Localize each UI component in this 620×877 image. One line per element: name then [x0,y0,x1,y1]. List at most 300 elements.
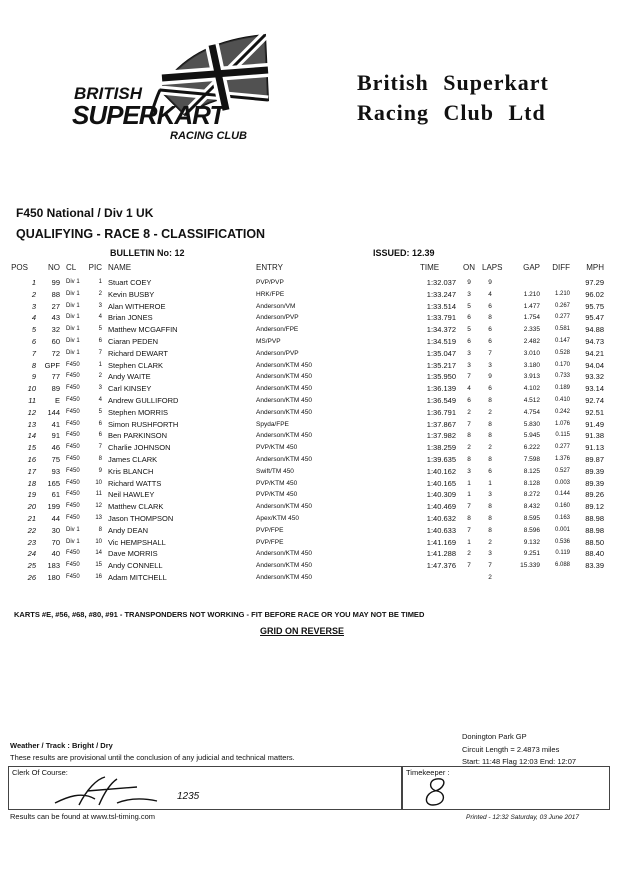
cell-mph: 91.13 [585,443,604,453]
cell-diff: 0.001 [554,526,570,533]
cell-laps: 9 [488,279,492,286]
cell-mph: 88.98 [585,525,604,535]
cell-no: 27 [51,301,60,311]
table-row [0,466,620,477]
table-row [0,525,620,536]
cell-time: 1:40.469 [426,502,456,512]
cell-laps: 4 [488,290,492,298]
cell-gap: 8.432 [523,503,540,511]
cell-laps: 8 [488,515,492,522]
cell-gap: 2.335 [523,326,540,334]
col-gap: GAP [523,263,540,272]
cell-cl: F450 [66,562,80,569]
cell-laps: 9 [488,373,492,381]
cell-name: Stuart COEY [108,278,152,287]
cell-cl: Div 1 [66,538,80,545]
col-pos: POS [11,263,28,272]
cell-no: 77 [51,372,60,382]
timekeeper-signature-box [402,766,610,810]
cell-pic: 1 [98,279,102,285]
issued-time: ISSUED: 12.39 [373,248,435,258]
cell-laps: 7 [488,349,492,357]
cell-pic: 4 [98,397,102,403]
cell-pic: 11 [95,491,102,498]
table-row [0,430,620,441]
cell-pos: 16 [27,455,36,464]
cell-no: 61 [51,490,60,500]
cell-mph: 93.14 [585,384,604,394]
cell-on: 3 [467,361,471,369]
cell-name: Matthew CLARK [108,502,164,512]
session-times: Start: 11:48 Flag 12:03 End: 12:07 [462,757,577,766]
cell-name: Alan WITHEROE [108,301,166,311]
cell-mph: 88.98 [585,514,604,523]
cell-gap: 4.512 [523,397,540,404]
cell-time: 1:35.950 [426,372,456,382]
col-on: ON [463,263,475,272]
cell-pos: 5 [31,325,36,335]
logo-line-british: BRITISH [74,84,142,103]
cell-pos: 26 [27,573,36,582]
col-cl: CL [66,263,77,272]
cell-diff: 0.163 [554,515,570,521]
cell-diff: 0.277 [554,314,570,321]
cell-time: 1:32.037 [426,278,456,287]
cell-name: Matthew MCGAFFIN [108,325,178,335]
cell-pos: 20 [27,502,36,512]
cell-pic: 1 [98,361,102,368]
cell-diff: 0.528 [554,349,570,356]
cell-diff: 0.277 [554,444,570,451]
cell-pos: 21 [27,514,36,523]
cell-gap: 5.830 [523,420,540,428]
cell-diff: 0.160 [554,503,570,510]
cell-no: 72 [51,348,60,358]
cell-mph: 88.40 [585,549,604,559]
table-row [0,478,620,489]
cell-laps: 2 [488,538,492,546]
cell-name: Andy WAITE [108,372,151,382]
table-row [0,419,620,430]
cell-no: 40 [51,549,60,559]
cell-on: 8 [467,515,471,522]
cell-gap: 4.754 [523,408,540,416]
cell-entry: Anderson/KTM 450 [256,562,313,570]
cell-laps: 6 [488,338,492,345]
cell-gap: 8.596 [523,526,540,534]
circuit-length: Circuit Length = 2.4873 miles [462,745,560,754]
table-row [0,336,620,347]
cell-diff: 0.733 [554,373,570,380]
cell-no: 44 [51,514,60,523]
clerk-signature [47,769,167,809]
col-time: TIME [420,263,440,272]
cell-entry: Anderson/KTM 450 [256,503,313,511]
cell-diff: 0.170 [554,361,570,368]
cell-on: 2 [467,444,471,452]
timekeeper-signature [421,775,451,807]
cell-mph: 94.73 [585,337,604,346]
cell-entry: PVP/FPE [256,538,284,546]
cell-cl: F450 [66,491,80,498]
cell-time: 1:39.635 [426,455,456,464]
cell-on: 1 [467,538,471,546]
cell-on: 7 [467,373,471,381]
cell-entry: Anderson/KTM 450 [256,361,313,369]
cell-pic: 6 [98,338,102,344]
cell-cl: F450 [66,456,80,462]
cell-name: Carl KINSEY [108,384,152,394]
cell-name: Andy DEAN [108,525,149,535]
cell-diff: 1.210 [554,290,570,297]
cell-no: 41 [51,419,60,429]
cell-mph: 92.74 [585,396,604,405]
cell-cl: Div 1 [66,326,80,333]
cell-cl: Div 1 [66,290,80,297]
club-logo [70,30,270,150]
cell-laps: 8 [488,420,492,428]
cell-pic: 14 [95,550,102,557]
cell-pos: 13 [27,419,36,429]
cell-laps: 8 [488,503,492,511]
cell-entry: Anderson/KTM 450 [256,408,313,416]
cell-gap: 4.102 [523,385,540,393]
cell-pos: 1 [31,278,36,287]
cell-on: 5 [467,302,471,310]
cell-gap: 9.251 [523,550,540,558]
cell-cl: F450 [66,373,80,380]
cell-pic: 7 [98,444,102,451]
cell-pic: 4 [98,314,102,321]
cell-diff: 6.088 [554,562,570,569]
cell-name: James CLARK [108,455,158,464]
cell-cl: F450 [66,479,80,486]
cell-laps: 8 [488,432,492,440]
cell-mph: 91.49 [585,419,604,429]
table-row [0,395,620,406]
cell-mph: 94.21 [585,348,604,358]
cell-no: 30 [51,525,60,535]
cell-cl: F450 [66,467,80,474]
cell-pic: 6 [98,432,102,439]
cell-time: 1:36.139 [426,384,456,394]
cell-on: 5 [467,326,471,334]
cell-no: E [54,396,60,405]
cell-on: 3 [467,290,471,298]
cell-mph: 94.88 [585,325,604,335]
cell-pos: 17 [27,466,36,476]
club-title-line1: British Superkart [357,70,549,95]
cell-entry: PVP/KTM 450 [256,491,298,499]
cell-gap: 7.598 [523,456,540,463]
cell-on: 2 [467,408,471,416]
cell-mph: 97.29 [585,278,604,287]
cell-diff: 0.410 [554,397,570,403]
cell-laps: 8 [488,526,492,534]
cell-no: 144 [47,407,60,417]
table-row [0,501,620,512]
cell-no: 88 [51,289,60,299]
cell-mph: 92.51 [585,407,604,417]
cell-cl: Div 1 [66,314,80,321]
cell-time: 1:41.169 [426,537,456,547]
cell-cl: Div 1 [66,526,80,533]
table-row [0,289,620,300]
cell-name: Stephen MORRIS [108,407,169,417]
cell-entry: Anderson/KTM 450 [256,550,313,558]
transponder-note: KARTS #E, #56, #68, #80, #91 - TRANSPONDERS NOT WORKING - FIT BEFORE RACE OR YOU MAY NOT BE TIMED [14,610,425,619]
cell-diff: 0.003 [554,479,570,486]
cell-entry: Anderson/KTM 450 [256,397,313,404]
col-diff: DIFF [552,263,570,272]
cell-diff: 0.527 [554,467,570,474]
cell-on: 8 [467,432,471,440]
table-row [0,560,620,571]
cell-entry: PVP/FPE [256,526,284,534]
cell-name: Stephen CLARK [108,360,164,370]
cell-on: 8 [467,456,471,463]
cell-diff: 0.115 [555,432,570,439]
cell-laps: 6 [488,385,492,393]
cell-laps: 8 [488,397,492,404]
cell-entry: Anderson/KTM 450 [256,373,313,381]
table-header [0,262,620,273]
cell-cl: F450 [66,515,80,521]
cell-laps: 6 [488,326,492,334]
cell-time: 1:33.514 [426,301,456,311]
cell-time: 1:34.519 [426,337,456,346]
cell-diff: 0.267 [554,302,570,309]
col-pic: PIC [88,263,102,272]
cell-diff: 0.536 [554,538,570,545]
cell-cl: F450 [66,408,80,415]
cell-laps: 3 [488,361,492,369]
cell-cl: F450 [66,444,80,451]
cell-cl: F450 [66,574,80,580]
cell-time: 1:33.791 [426,313,456,323]
cell-laps: 6 [488,302,492,310]
cell-mph: 89.39 [585,478,604,488]
cell-on: 9 [467,279,471,286]
cell-no: 70 [51,537,60,547]
cell-gap: 6.222 [523,444,540,452]
cell-diff: 0.119 [555,550,570,557]
cell-gap: 8.128 [523,479,540,487]
cell-name: Brian JONES [108,313,153,323]
cell-pic: 15 [95,562,102,569]
cell-no: 32 [51,325,60,335]
cell-pos: 10 [27,384,36,394]
cell-gap: 1.210 [523,290,540,298]
cell-pos: 7 [31,348,36,358]
cell-on: 2 [467,550,471,558]
cell-on: 7 [467,526,471,534]
cell-pic: 12 [95,503,102,510]
cell-diff: 0.144 [554,491,570,498]
cell-cl: F450 [66,361,80,368]
cell-cl: F450 [66,503,80,510]
cell-laps: 1 [488,479,492,487]
table-row [0,277,620,288]
cell-time: 1:40.633 [426,525,456,535]
grid-note: GRID ON REVERSE [260,626,345,636]
cell-on: 7 [467,420,471,428]
clerk-label: Clerk Of Course: [12,768,68,777]
cell-on: 7 [467,562,471,570]
col-name: NAME [108,263,132,272]
cell-name: Neil HAWLEY [108,490,155,500]
cell-diff: 1.376 [554,456,570,462]
cell-pic: 2 [98,290,102,297]
cell-laps: 6 [488,467,492,475]
cell-cl: F450 [66,385,80,392]
cell-pos: 6 [31,337,36,346]
cell-pic: 5 [98,408,102,415]
cell-pos: 23 [27,537,36,547]
cell-laps: 2 [488,574,492,581]
cell-no: 199 [47,502,60,512]
cell-pos: 18 [27,478,36,488]
logo-line-superkart: SUPERKART [72,100,225,130]
cell-pos: 2 [31,289,36,299]
table-row [0,301,620,312]
cell-on: 6 [467,338,471,345]
cell-entry: Anderson/KTM 450 [256,574,313,581]
club-title-line2: Racing Club Ltd [357,100,546,125]
cell-pos: 19 [27,490,36,500]
cell-cl: Div 1 [66,302,80,309]
cell-laps: 3 [488,491,492,499]
cell-name: Kris BLANCH [108,466,154,476]
cell-entry: Anderson/KTM 450 [256,456,313,463]
cell-diff: 0.242 [554,408,570,415]
cell-entry: PVP/KTM 450 [256,479,298,487]
cell-entry: Anderson/FPE [256,326,299,334]
cell-pos: 22 [27,525,36,535]
cell-mph: 89.87 [585,455,604,464]
cell-time: 1:40.165 [426,478,456,488]
event-title: F450 National / Div 1 UK [16,206,154,220]
cell-name: Ben PARKINSON [108,431,168,441]
cell-laps: 2 [488,444,492,452]
cell-pos: 15 [27,443,36,453]
cell-mph: 88.50 [585,537,604,547]
cell-pos: 3 [31,301,36,311]
cell-mph: 95.47 [585,313,604,323]
col-no: NO [48,263,60,272]
cell-cl: F450 [66,397,80,403]
cell-time: 1:35.047 [426,348,456,358]
cell-pic: 6 [98,420,102,427]
cell-pos: 25 [27,561,36,571]
col-laps: LAPS [482,263,503,272]
cell-name: Andrew GULLIFORD [108,396,179,405]
cell-no: 91 [51,431,60,441]
cell-time: 1:34.372 [426,325,456,335]
cell-laps: 7 [488,562,492,570]
cell-laps: 8 [488,456,492,463]
cell-pic: 16 [95,574,102,580]
cell-entry: Swift/TM 450 [256,467,294,475]
cell-no: 89 [51,384,60,394]
cell-gap: 1.754 [523,314,540,322]
circuit-name: Donington Park GP [462,732,527,741]
col-mph: MPH [586,263,604,272]
cell-entry: Anderson/PVP [256,314,299,322]
cell-mph: 95.75 [585,301,604,311]
cell-gap: 8.125 [523,467,540,475]
cell-cl: Div 1 [66,279,80,285]
cell-entry: Apex/KTM 450 [256,515,299,522]
cell-on: 3 [467,349,471,357]
cell-gap: 8.595 [523,515,540,522]
cell-time: 1:35.217 [426,360,456,370]
cell-pic: 10 [95,479,102,486]
cell-no: 60 [51,337,60,346]
cell-name: Ciaran PEDEN [108,337,159,346]
cell-on: 1 [467,491,471,499]
cell-pic: 2 [98,373,102,380]
cell-gap: 3.010 [523,349,540,357]
cell-time: 1:47.376 [426,561,456,571]
cell-pic: 7 [98,349,102,356]
cell-no: 43 [51,313,60,323]
cell-entry: MS/PVP [256,338,281,345]
cell-time: 1:37.982 [426,431,456,441]
cell-mph: 94.04 [585,360,604,370]
cell-entry: PVP/KTM 450 [256,444,298,452]
cell-mph: 89.12 [585,502,604,512]
cell-name: Dave MORRIS [108,549,158,559]
cell-no: 75 [51,455,60,464]
cell-mph: 91.38 [585,431,604,441]
cell-pos: 24 [27,549,36,559]
provisional-note: These results are provisional until the conclusion of any judicial and technical matters. [10,753,295,762]
clerk-signature-box [8,766,402,810]
table-row [0,548,620,559]
cell-name: Andy CONNELL [108,561,163,571]
printed-timestamp: Printed - 12:32 Saturday, 03 June 2017 [466,814,579,821]
cell-entry: Spyda/FPE [256,420,289,428]
table-row [0,489,620,500]
cell-cl: Div 1 [66,349,80,356]
results-url: Results can be found at www.tsl-timing.com [10,812,156,821]
table-row [0,371,620,382]
cell-diff: 0.581 [554,326,570,333]
table-row [0,312,620,323]
cell-pic: 13 [95,515,102,521]
cell-gap: 15.339 [520,562,540,570]
weather-track: Weather / Track : Bright / Dry [10,741,113,750]
cell-gap: 9.132 [523,538,540,546]
cell-no: 165 [47,478,60,488]
cell-diff: 0.147 [554,338,570,344]
table-row [0,454,620,465]
cell-entry: PVP/PVP [256,279,284,286]
bulletin-number: BULLETIN No: 12 [110,248,185,258]
cell-no: 183 [47,561,60,571]
cell-mph: 83.39 [585,561,604,571]
cell-cl: F450 [66,432,80,439]
cell-gap: 8.272 [523,491,540,499]
cell-on: 6 [467,314,471,322]
cell-gap: 2.482 [523,338,540,345]
cell-pic: 3 [98,302,102,309]
cell-entry: HRK/FPE [256,290,285,298]
cell-time: 1:33.247 [426,289,456,299]
cell-on: 7 [467,503,471,511]
timekeeper-label: Timekeeper : [406,768,450,777]
